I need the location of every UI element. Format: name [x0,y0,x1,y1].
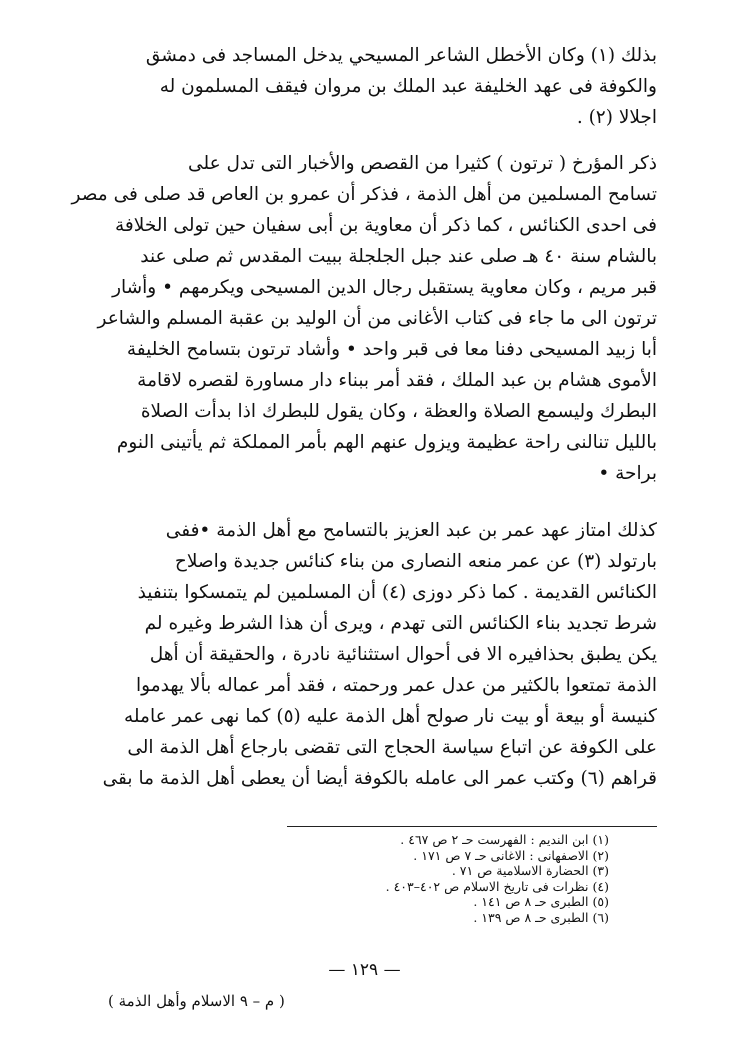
footnote: (٢) الاصفهانى : الاغانى حـ ٧ ص ١٧١ . [413,847,609,863]
text-line: قبر مريم ، وكان معاوية يستقبل رجال الدين المسيحى ويكرمهم • وأشار [112,277,657,298]
text-line: أبا زبيد المسيحى دفنا معا فى قبر واحد • وأشاد ترتون بتسامح الخليفة [126,339,657,360]
footnote: (٥) الطبرى حـ ٨ ص ١٤١ . [473,894,609,909]
paragraph-3 [57,515,657,794]
footnotes [229,832,609,925]
text-line: بالشام سنة ٤٠ هـ صلى عند جبل الجلجلة ببيت المقدس ثم صلى عند [140,246,657,267]
text-line: الكنائس القديمة . كما ذكر دوزى (٤) أن المسلمين لم يتمسكوا بتنفيذ [137,582,657,603]
text-line: بالليل تنالنى راحة عظيمة ويزول عنهم الهم بأمر المملكة ثم يأتينى النوم [116,432,657,453]
paragraph-1 [57,40,657,133]
paragraph-2 [57,148,657,489]
footnote: (٤) نظرات فى تاريخ الاسلام ص ٤٠٢–٤٠٣ . [385,878,609,894]
text-line: الأموى هشام بن عبد الملك ، فقد أمر ببناء دار مساورة لقصره لاقامة [137,370,657,391]
text-line: قراهم (٦) وكتب عمر الى عامله بالكوفة أيضا أن يعطى أهل الذمة ما بقى [102,768,657,789]
text-line: تسامح المسلمين من أهل الذمة ، فذكر أن عمرو بن العاص قد صلى فى مصر [71,184,657,205]
footnote: (٣) الحضارة الاسلامية ص ٧١ . [451,863,609,878]
text-line: على الكوفة عن اتباع سياسة الحجاج التى تقضى بارجاع أهل الذمة الى [127,737,657,758]
text-line: كنيسة أو بيعة أو بيت نار صولح أهل الذمة عليه (٥) كما نهى عمر عامله [124,706,657,727]
text-line: بذلك (١) وكان الأخطل الشاعر المسيحي يدخل المساجد فى دمشق [145,45,657,66]
text-line: ذكر المؤرخ ( ترتون ) كثيرا من القصص والأخبار التى تدل على [188,153,657,174]
text-line: بارتولد (٣) عن عمر منعه النصارى من بناء كنائس جديدة واصلاح [174,551,657,572]
footnote-divider [287,826,657,827]
text-line: براحة • [598,463,657,484]
text-line: يكن يطبق بحذافيره الا فى أحوال استثنائية نادرة ، والحقيقة أن أهل [149,644,657,665]
text-line: ترتون الى ما جاء فى كتاب الأغانى من أن الوليد بن عقبة المسلم والشاعر [97,308,657,329]
footnote: (٦) الطبرى حـ ٨ ص ١٣٩ . [473,909,609,925]
text-line: كذلك امتاز عهد عمر بن عبد العزيز بالتسامح مع أهل الذمة •ففى [165,520,657,541]
text-line: الذمة تمتعوا بالكثير من عدل عمر ورحمته ، فقد أمر عماله بألا يهدموا [136,675,657,696]
page-number: — ١٢٩ — [328,960,401,980]
text-line: فى احدى الكنائس ، كما ذكر أن معاوية بن أبى سفيان حين تولى الخلافة [115,215,657,236]
text-line: والكوفة فى عهد الخليفة عبد الملك بن مروان فيقف المسلمون له [159,76,657,97]
text-line: اجلالا (٢) . [576,107,657,128]
footnote: (١) ابن النديم : الفهرست حـ ٢ ص ٤٦٧ . [400,832,609,847]
text-line: شرط تجديد بناء الكنائس التى تهدم ، ويرى أن هذا الشرط وغيره لم [144,613,657,634]
text-line: البطرك وليسمع الصلاة والعظة ، وكان يقول للبطرك اذا بدأت الصلاة [140,401,657,422]
signature-mark: ( م – ٩ الاسلام وأهل الذمة ) [108,992,285,1010]
